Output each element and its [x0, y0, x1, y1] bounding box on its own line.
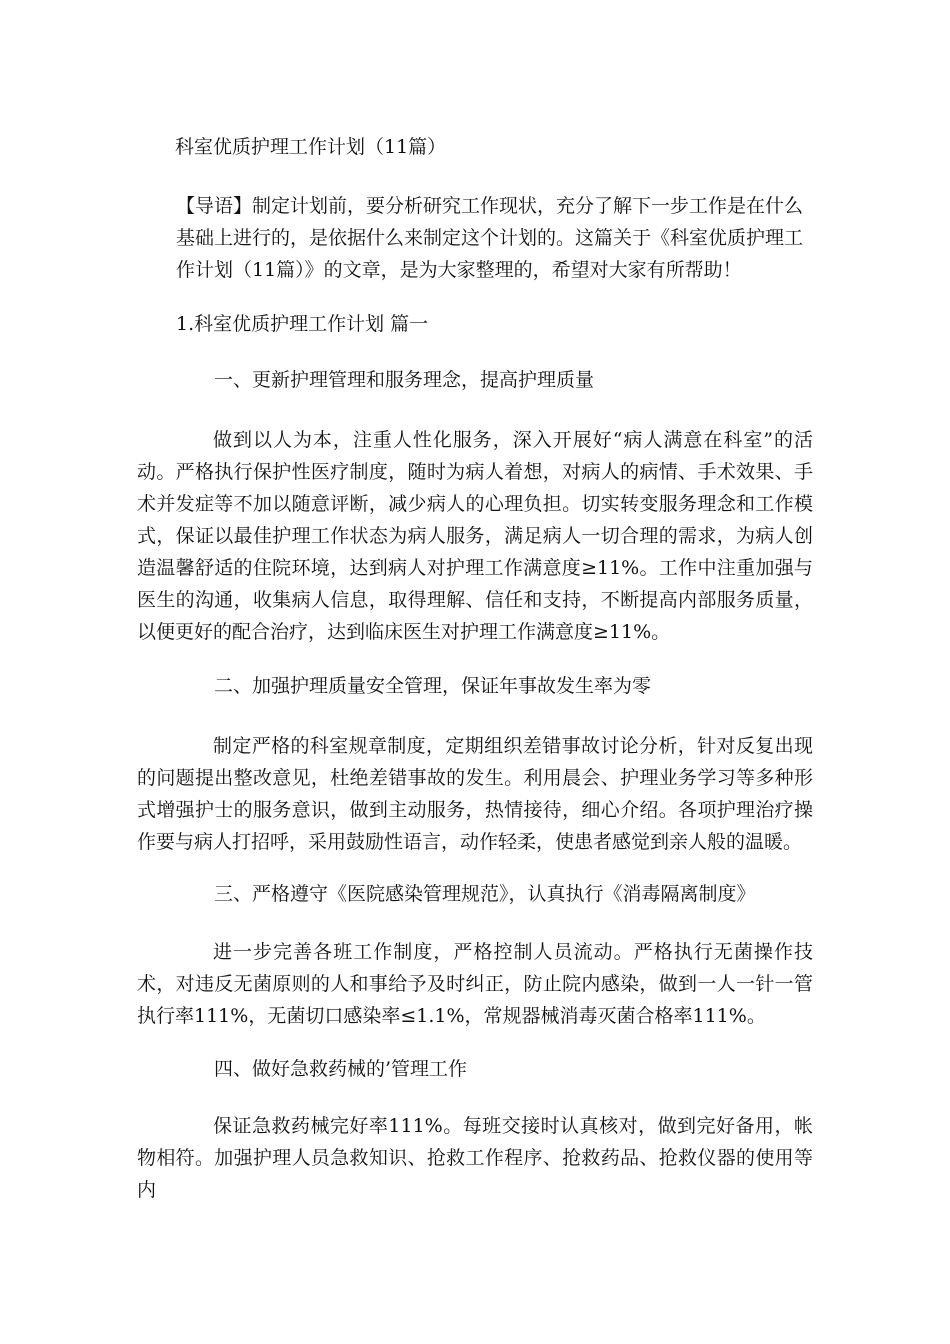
paragraph-1: 做到以人为本，注重人性化服务，深入开展好“病人满意在科室”的活动。严格执行保护性医疗制度，随时为病人着想，对病人的病情、手术效果、手术并发症等不加以随意评断，减少病人的心理负担。切实转变服务理念和工作模式，保证以最佳护理工作状态为病人服务，满足病人一切合理的需求，为病人创造温馨舒适的住院环境，达到病人对护理工作满意度≥11%。工作中注重加强与医生的沟通，收集病人信息，取得理解、信任和支持，不断提高内部服务质量，以便更好的配合治疗，达到临床医生对护理工作满意度≥11%。	[137, 429, 813, 643]
intro-paragraph: 【导语】制定计划前，要分析研究工作现状，充分了解下一步工作是在什么基础上进行的，是依据什么来制定这个计划的。这篇关于《科室优质护理工作计划（11篇）》的文章，是为大家整理的，希望对大家有所帮助！	[176, 195, 804, 281]
section-title: 1.科室优质护理工作计划 篇一	[176, 313, 429, 335]
document-title: 科室优质护理工作计划（11篇）	[175, 136, 447, 158]
heading-3: 三、严格遵守《医院感染管理规范》，认真执行《消毒隔离制度》	[214, 883, 756, 905]
paragraph-4: 保证急救药械完好率111%。每班交接时认真核对，做到完好备用，帐物相符。加强护理人员急救知识、抢救工作程序、抢救药品、抢救仪器的使用等内	[137, 1115, 813, 1201]
paragraph-3: 进一步完善各班工作制度，严格控制人员流动。严格执行无菌操作技术，对违反无菌原则的人和事给予及时纠正，防止院内感染，做到一人一针一管执行率111%，无菌切口感染率≤1.1%，常规器械消毒灭菌合格率111%。	[137, 941, 813, 1027]
heading-2: 二、加强护理质量安全管理，保证年事故发生率为零	[214, 675, 652, 697]
heading-4: 四、做好急救药械的’管理工作	[214, 1058, 468, 1080]
paragraph-2: 制定严格的科室规章制度，定期组织差错事故讨论分析，针对反复出现的问题提出整改意见，杜绝差错事故的发生。利用晨会、护理业务学习等多种形式增强护士的服务意识，做到主动服务，热情接待，细心介绍。各项护理治疗操作要与病人打招呼，采用鼓励性语言，动作轻柔，使患者感觉到亲人般的温暖。	[137, 735, 813, 853]
heading-1: 一、更新护理管理和服务理念，提高护理质量	[214, 369, 595, 391]
